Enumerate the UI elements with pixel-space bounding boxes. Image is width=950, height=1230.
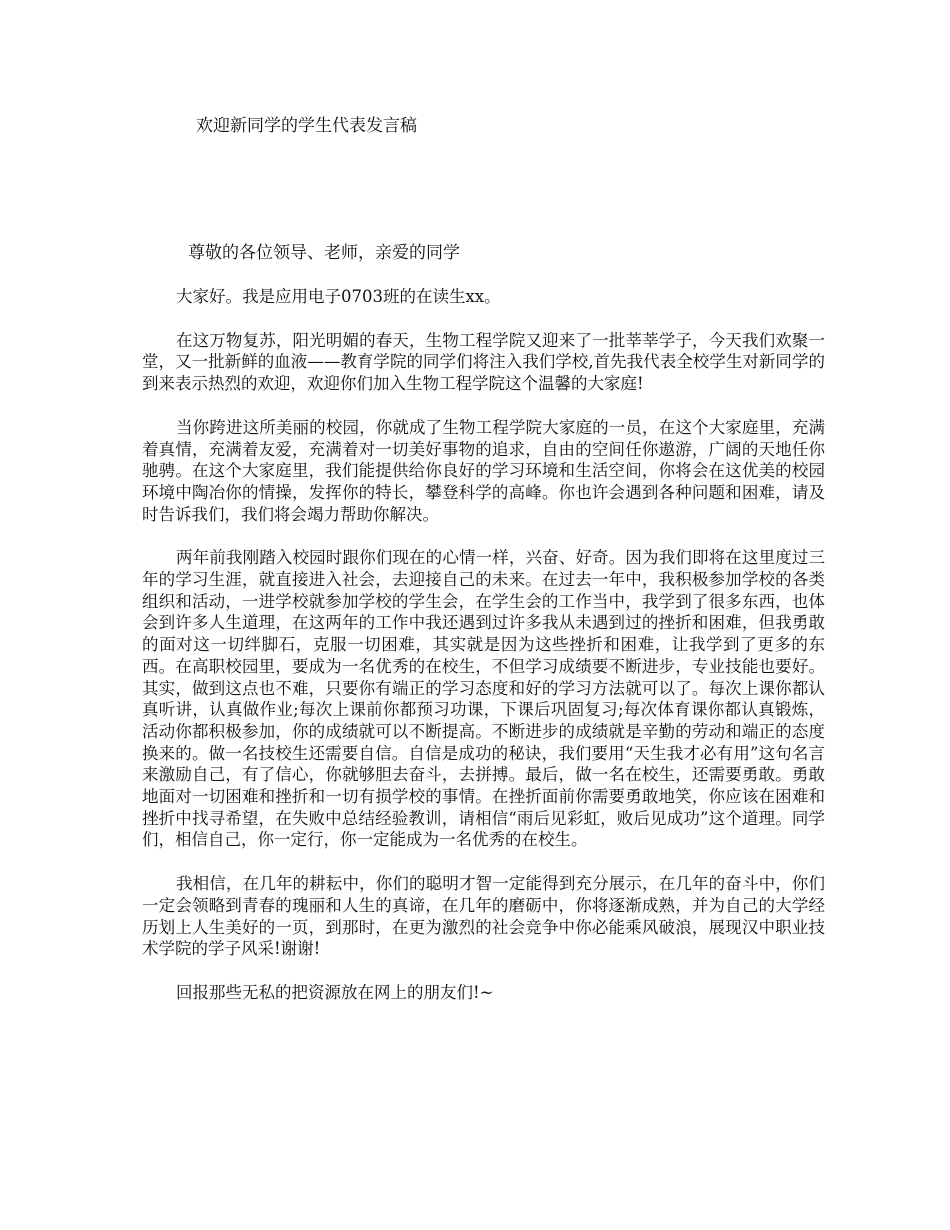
document-title: 欢迎新同学的学生代表发言稿 bbox=[196, 116, 417, 136]
paragraph-welcome: 在这万物复苏，阳光明媚的春天，生物工程学院又迎来了一批莘莘学子，今天我们欢聚一堂，又一批新鲜的血液——教育学院的同学们将注入我们学校,首先我代表全校学生对新同学的到来表示热烈的欢迎，欢迎你们加入生物工程学院这个温馨的大家庭! bbox=[142, 330, 825, 394]
paragraph-greeting: 大家好。我是应用电子0703班的在读生xx。 bbox=[176, 287, 501, 306]
paragraph-thanks-note: 回报那些无私的把资源放在网上的朋友们!~ bbox=[176, 982, 494, 1002]
document-body bbox=[142, 286, 825, 1026]
salutation: 尊敬的各位领导、老师，亲爱的同学 bbox=[188, 243, 460, 263]
paragraph-experience: 两年前我刚踏入校园时跟你们现在的心情一样，兴奋、好奇。因为我们即将在这里度过三年的学习生涯，就直接进入社会，去迎接自己的未来。在过去一年中，我积极参加学校的各类组织和活动，一进学校就参加学校的学生会，在学生会的工作当中，我学到了很多东西，也体会到许多人生道理，在这两年的工作中我还遇到过许多我从未遇到过的挫折和困难，但我勇敢的面对这一切绊脚石，克服一切困难，其实就是因为这些挫折和困难，让我学到了更多的东西。在高职校园里，要成为一名优秀的在校生，不但学习成绩要不断进步，专业技能也要好。其实，做到这点也不难，只要你有端正的学习态度和好的学习方法就可以了。每次上课你都认真听讲，认真做作业;每次上课前你都预习功课，下课后巩固复习;每次体育课你都认真锻炼，活动你都积极参加，你的成绩就可以不断提高。不断进步的成绩就是辛勤的劳动和端正的态度换来的。做一名技校生还需要自信。自信是成功的秘诀，我们要用“天生我才必有用”这句名言来激励自己，有了信心，你就够胆去奋斗，去拼搏。最后，做一名在校生，还需要勇敢。勇敢地面对一切困难和挫折和一切有损学校的事情。在挫折面前你需要勇敢地笑，你应该在困难和挫折中找寻希望，在失败中总结经验教训，请相信“雨后见彩虹，败后见成功”这个道理。同学们，相信自己，你一定行，你一定能成为一名优秀的在校生。 bbox=[142, 548, 825, 850]
paragraph-closing: 我相信，在几年的耕耘中，你们的聪明才智一定能得到充分展示，在几年的奋斗中，你们一定会领略到青春的瑰丽和人生的真谛，在几年的磨砺中，你将逐渐成熟，并为自己的大学经历划上人生美好的一页，到那时，在更为激烈的社会竞争中你必能乘风破浪，展现汉中职业技术学院的学子风采!谢谢! bbox=[142, 874, 825, 959]
paragraph-campus-family: 当你跨进这所美丽的校园，你就成了生物工程学院大家庭的一员，在这个大家庭里，充满着真情，充满着友爱，充满着对一切美好事物的追求，自由的空间任你遨游，广阔的天地任你驰骋。在这个大家庭里，我们能提供给你良好的学习环境和生活空间，你将会在这优美的校园环境中陶冶你的情操，发挥你的特长，攀登科学的高峰。你也许会遇到各种问题和困难，请及时告诉我们，我们将会竭力帮助你解决。 bbox=[142, 417, 825, 524]
